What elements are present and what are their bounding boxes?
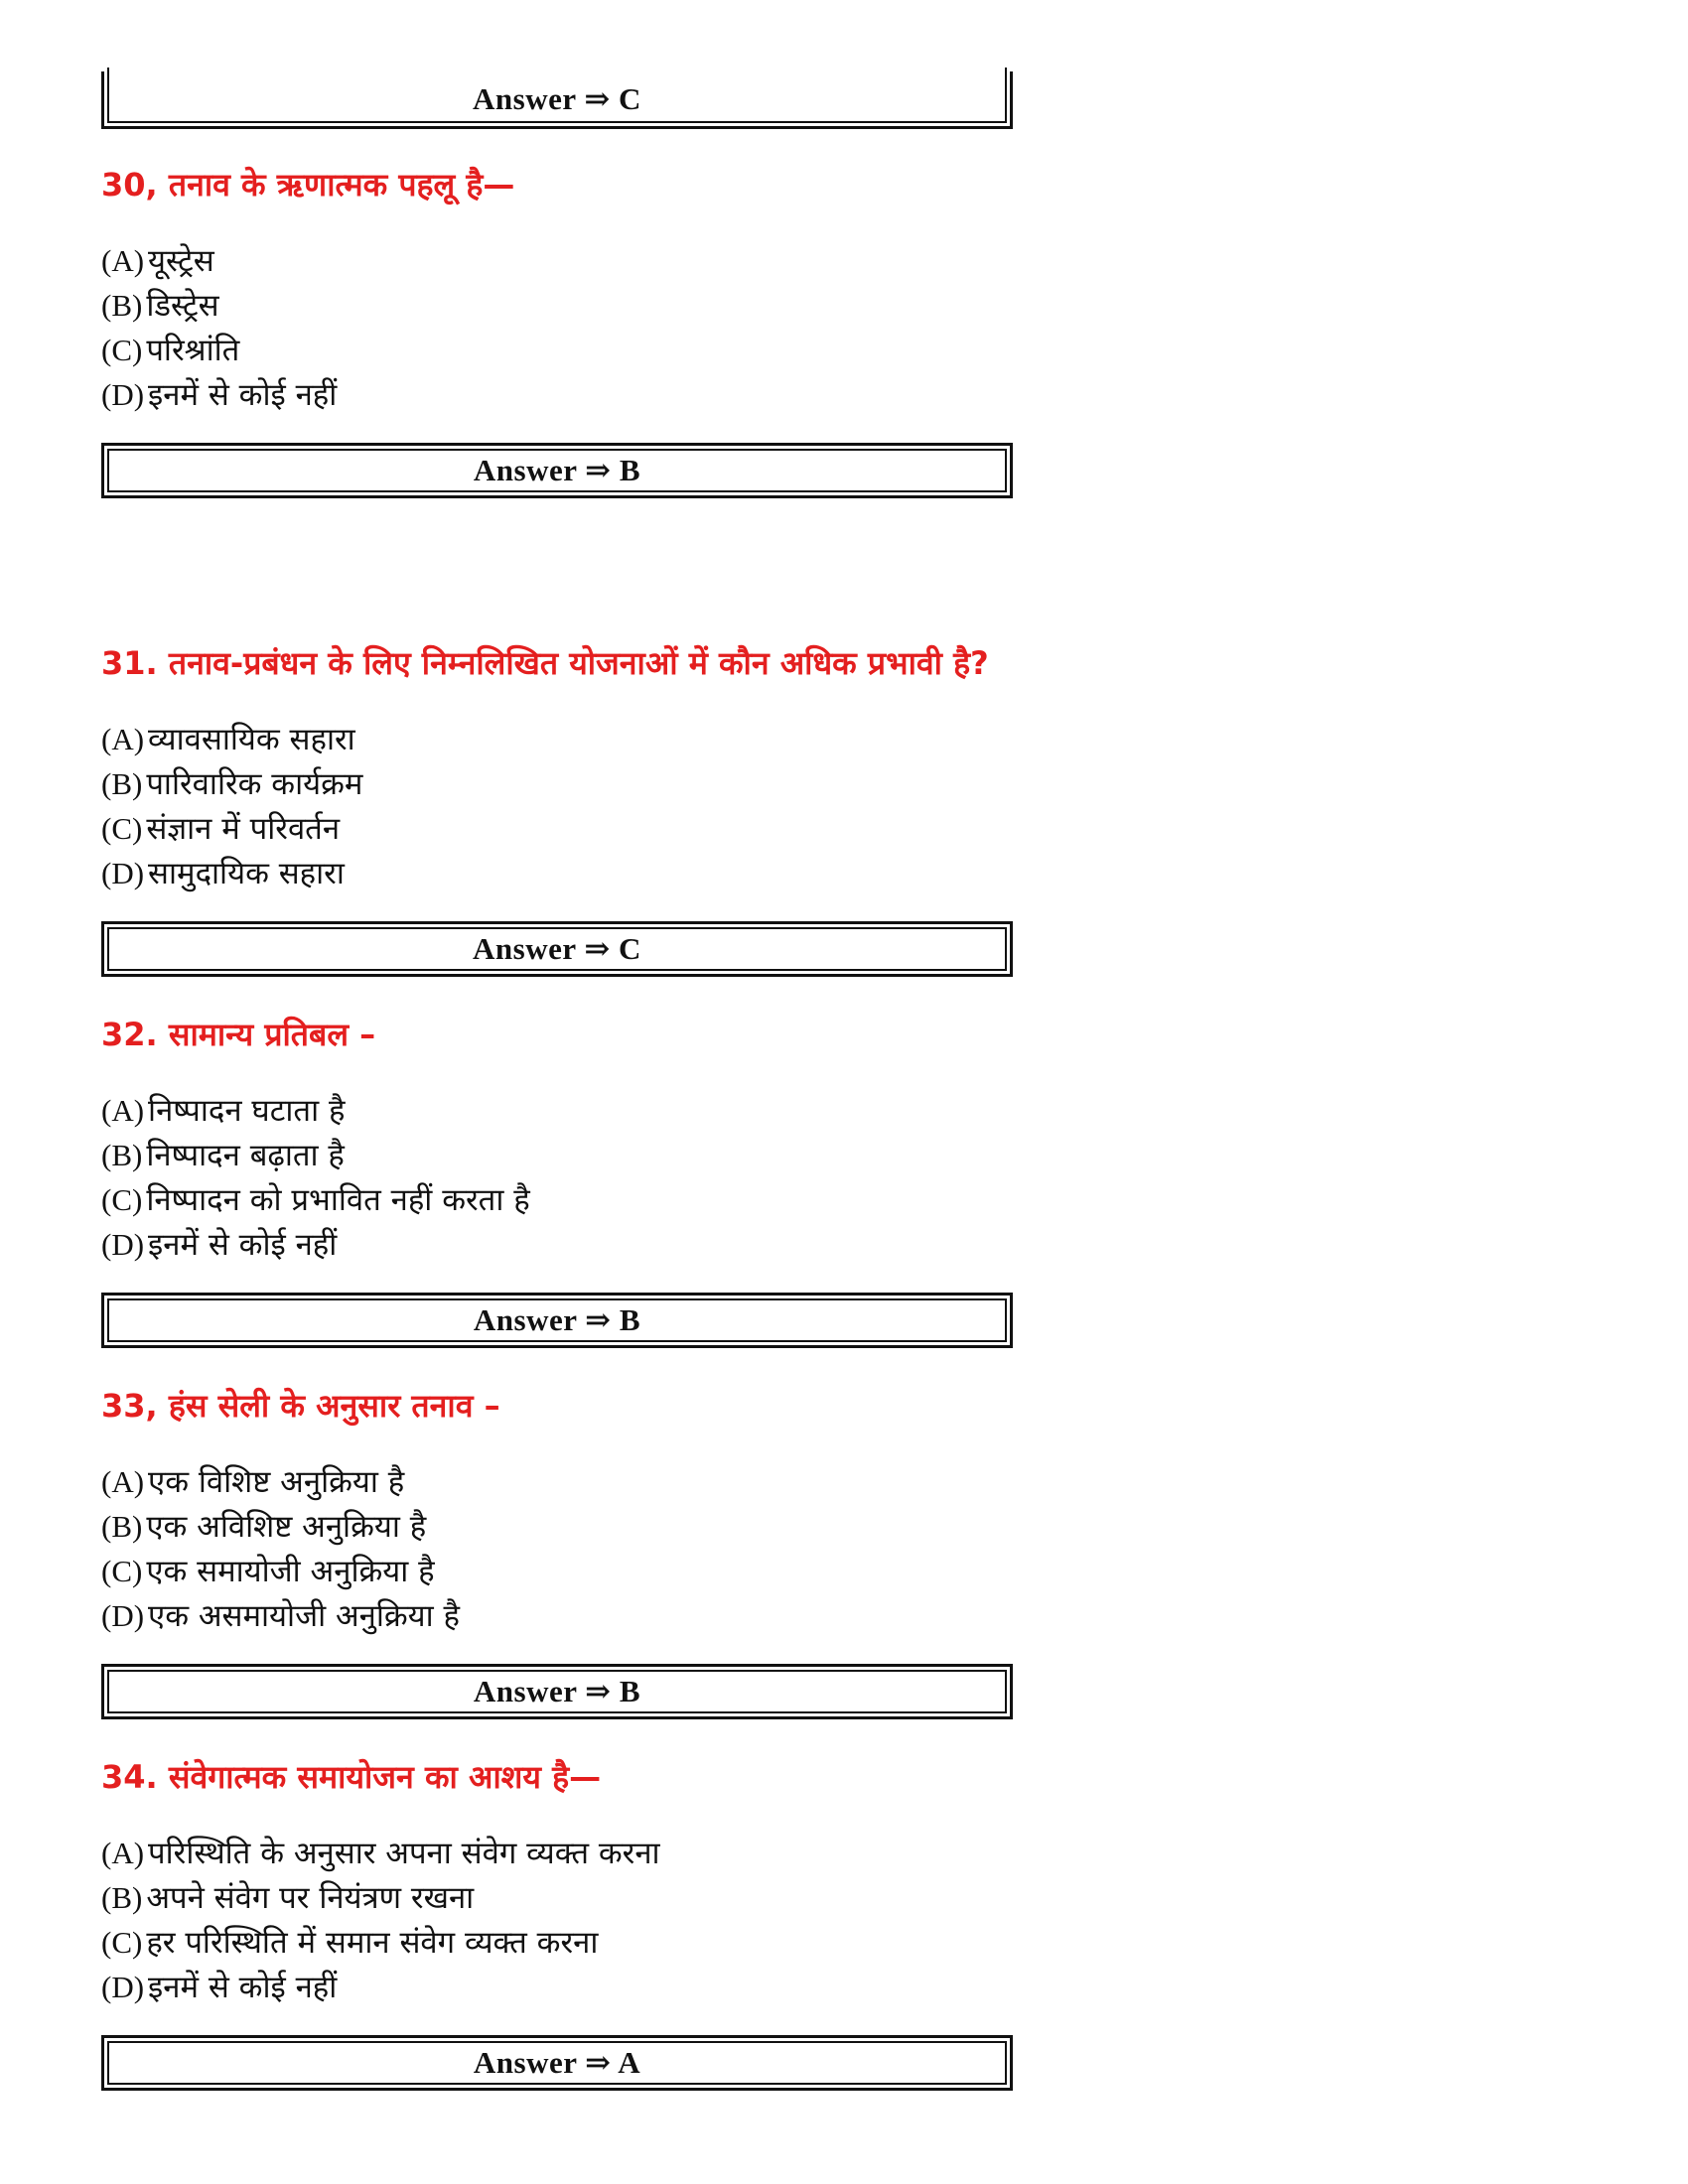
answer-box-31 [101, 921, 1013, 977]
option-c: (C) एक समायोजी अनुक्रिया है [101, 1554, 435, 1589]
answer-box-34 [101, 2035, 1013, 2091]
option-a: (A) परिस्थिति के अनुसार अपना संवेग व्यक्त करना [101, 1836, 660, 1871]
option-b: (B) निष्पादन बढ़ाता है [101, 1138, 345, 1173]
answer-text: Answer ⇒ B [473, 1302, 641, 1337]
question-32-title: 32. सामान्य प्रतिबल – [101, 1016, 376, 1053]
option-a: (A) निष्पादन घटाता है [101, 1093, 346, 1129]
option-c: (C) हर परिस्थिति में समान संवेग व्यक्त करना [101, 1925, 599, 1961]
option-a: (A) एक विशिष्ट अनुक्रिया है [101, 1464, 405, 1500]
option-b: (B) पारिवारिक कार्यक्रम [101, 766, 363, 802]
answer-text: Answer ⇒ C [473, 80, 641, 116]
question-34-options [101, 1831, 660, 2009]
option-d: (D) इनमें से कोई नहीं [101, 1227, 338, 1263]
answer-text: Answer ⇒ B [473, 1674, 641, 1708]
option-a: (A) व्यावसायिक सहारा [101, 722, 355, 757]
option-d: (D) इनमें से कोई नहीं [101, 377, 338, 413]
question-31-title: 31. तनाव-प्रबंधन के लिए निम्नलिखित योजनाओं में कौन अधिक प्रभावी है? [101, 644, 989, 682]
question-32-options [101, 1088, 530, 1267]
answer-box-30 [101, 443, 1013, 498]
question-33-options [101, 1459, 460, 1638]
option-b: (B) डिस्ट्रेस [101, 288, 219, 324]
answer-text: Answer ⇒ B [473, 453, 641, 487]
option-d: (D) एक असमायोजी अनुक्रिया है [101, 1598, 461, 1634]
answer-box-29 [101, 71, 1013, 129]
option-c: (C) परिश्रांति [101, 333, 240, 368]
question-30-options [101, 238, 337, 417]
option-b: (B) एक अविशिष्ट अनुक्रिया है [101, 1509, 427, 1545]
question-31-options [101, 717, 362, 895]
option-d: (D) सामुदायिक सहारा [101, 856, 345, 891]
option-c: (C) संज्ञान में परिवर्तन [101, 811, 341, 847]
option-d: (D) इनमें से कोई नहीं [101, 1970, 338, 2005]
question-34-title: 34. संवेगात्मक समायोजन का आशय है— [101, 1758, 602, 1796]
question-33-title: 33, हंस सेली के अनुसार तनाव – [101, 1387, 500, 1425]
answer-text: Answer ⇒ A [473, 2045, 641, 2080]
option-c: (C) निष्पादन को प्रभावित नहीं करता है [101, 1182, 530, 1218]
option-a: (A) यूस्ट्रेस [101, 243, 214, 279]
question-30-title: 30, तनाव के ऋणात्मक पहलू है— [101, 166, 515, 204]
answer-box-32 [101, 1293, 1013, 1348]
answer-text: Answer ⇒ C [473, 931, 641, 966]
option-b: (B) अपने संवेग पर नियंत्रण रखना [101, 1880, 475, 1916]
answer-box-33 [101, 1664, 1013, 1719]
